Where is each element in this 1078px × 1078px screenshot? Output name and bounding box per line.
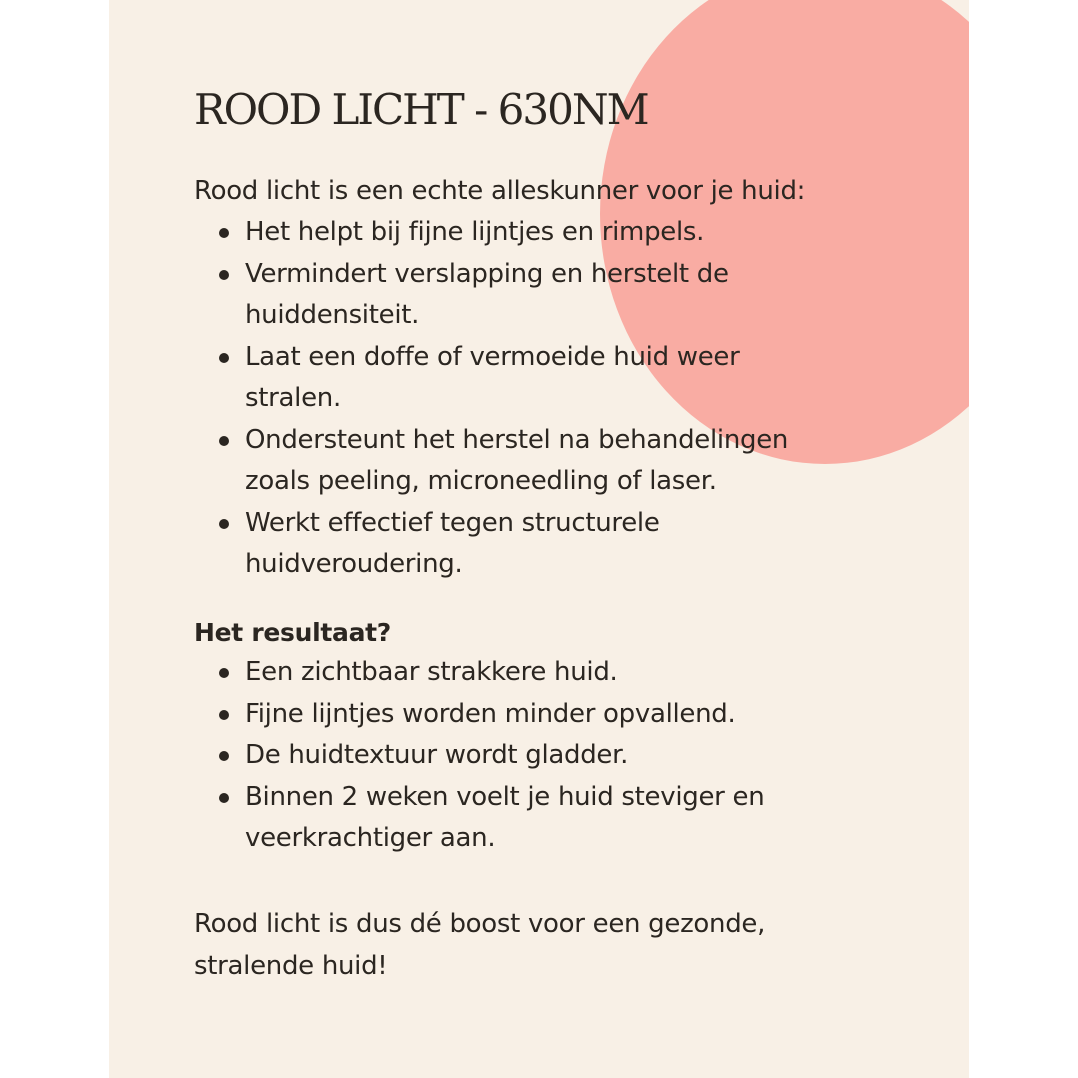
page-card: [109, 0, 969, 1078]
list-item: De huidtextuur wordt gladder.: [194, 735, 805, 777]
list-item: Binnen 2 weken voelt je huid steviger en veerkrachtiger aan.: [194, 777, 805, 860]
list-item: Vermindert verslapping en herstelt de huiddensiteit.: [194, 254, 805, 337]
closing-text: Rood licht is dus dé boost voor een gezonde, stralende huid!: [194, 909, 766, 981]
list-item: Laat een doffe of vermoeide huid weer stralen.: [194, 337, 805, 420]
list-item: Het helpt bij fijne lijntjes en rimpels.: [194, 212, 805, 254]
list-item: Fijne lijntjes worden minder opvallend.: [194, 694, 805, 736]
list-item: Een zichtbaar strakkere huid.: [194, 652, 805, 694]
intro-text: Rood licht is een echte alleskunner voor je huid:: [194, 176, 806, 206]
page-title: ROOD LICHT - 630NM: [194, 85, 648, 134]
list-item: Ondersteunt het herstel na behandelingen zoals peeling, microneedling of laser.: [194, 420, 805, 503]
results-list: [194, 652, 805, 860]
result-heading: Het resultaat?: [194, 618, 392, 647]
list-item: Werkt effectief tegen structurele huidveroudering.: [194, 503, 805, 586]
benefits-list: [194, 212, 805, 586]
